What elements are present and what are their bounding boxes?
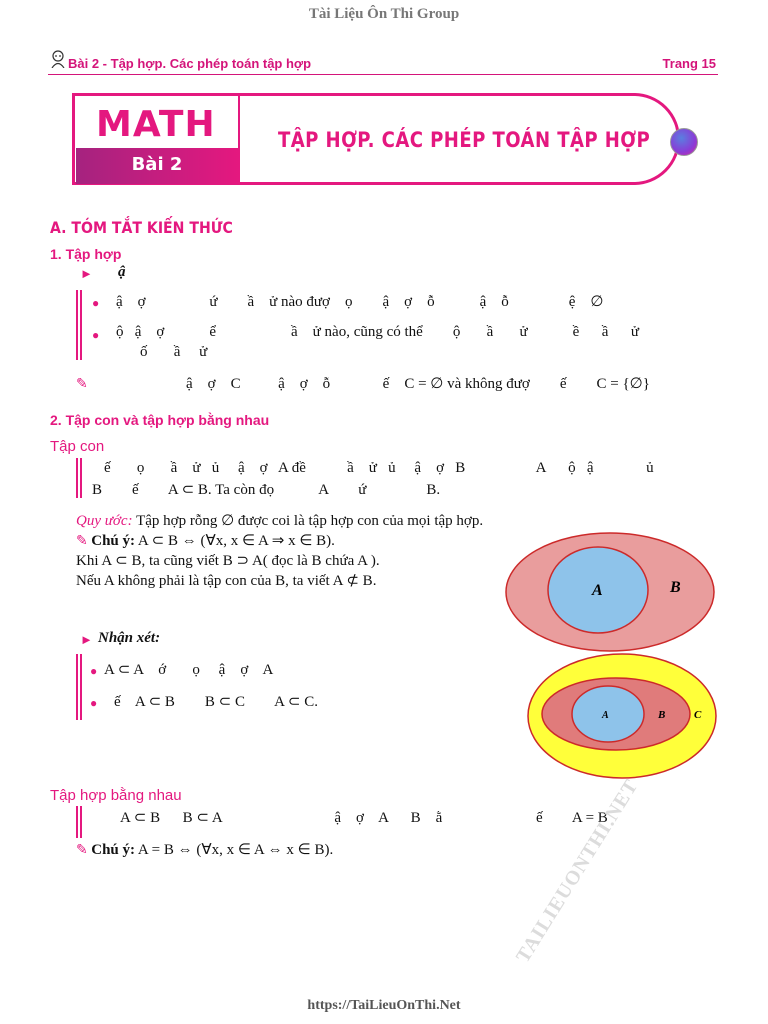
avatar-icon [50,50,66,68]
subset-definition: B ế A ⊂ B. Ta còn đọ A ứ B. [92,482,441,498]
quote-bar [80,290,82,360]
pencil-icon: ✎ [76,534,92,549]
quote-bar [76,290,78,360]
set-b-label: B [658,709,666,721]
arrow-icon: ► [80,266,93,281]
lesson-badge-label: Bài 2 [131,154,183,175]
page-number: Trang 15 [662,56,716,71]
convention-text: Tập hợp rỗng ∅ được coi là tập hợp con của mọi tập hợp. [132,513,484,529]
subsection-1-title: 1. Tập hợp [50,246,122,262]
footer-url[interactable]: https://TaiLieuOnThi.Net [307,998,461,1013]
banner-title: TẬP HỢP. CÁC PHÉP TOÁN TẬP HỢP [278,128,651,152]
equal-sets-heading: Tập hợp bằng nhau [50,787,182,804]
group-name: Tài Liệu Ôn Thi Group [308,6,460,22]
pencil-icon: ✎ [76,843,92,858]
set-b-label: B [670,579,681,596]
subset-heading: Tập con [50,438,105,455]
quote-bar [76,458,78,498]
subset-definition: ế ọ ầ ử ủ ậ ợ A đề ầ ử ủ ậ ợ B A ộ ậ ủ [104,460,654,476]
remark-1: A ⊂ A ớ ọ ậ ợ A [104,662,274,678]
bullet-icon: ● [92,296,100,310]
section-a-title: A. TÓM TẮT KIẾN THỨC [50,218,233,237]
convention-label: Quy ước: [76,513,133,529]
arrow-icon: ► [80,632,93,647]
definition-text: ộ ậ ợ ể ầ ử nào, cũng có thể ộ ầ ử ề ầ ử [116,324,640,340]
set-a-label: A [592,582,603,599]
set-a-label: A [602,710,609,721]
quote-bar [80,806,82,838]
note-label: Chú ý: [91,842,135,858]
set-c-label: C [694,709,702,721]
quote-bar [76,654,78,720]
watermark: TAILIEUONTHI.NET [512,775,643,967]
equal-sets-definition: A ⊂ B B ⊂ A ậ ợ A B ằ ế A = B [120,810,608,826]
remark-2: ế A ⊂ B B ⊂ C A ⊂ C. [114,694,318,710]
pencil-icon: ✎ [76,377,88,392]
definition-text: ậ ợ ứ ầ ử nào đượ ọ ậ ợ ỗ ậ ỗ ệ ∅ [116,294,604,310]
note-2 [76,840,333,859]
note-text: ậ ợ C ậ ợ ỗ ế C = ∅ và không đượ ế C = {∅} [186,376,650,392]
math-logo: MATH [96,104,216,145]
bullet-icon: ● [92,328,100,342]
subsection-2-title: 2. Tập con và tập hợp bằng nhau [50,412,270,428]
not-subset-text: Nếu A không phải là tập con của B, ta viết A ⊄ B. [76,573,377,589]
definition-text: ố ầ ử [140,344,208,360]
superset-text: Khi A ⊂ B, ta cũng viết B ⊃ A( đọc là B chứa A ). [76,553,380,569]
venn-diagram-subset [504,530,716,654]
remark-label: Nhận xét: [98,630,161,646]
bullet-icon: ● [90,696,98,710]
venn-diagram-transitive [526,652,718,780]
convention [76,511,483,530]
lesson-header: Bài 2 - Tập hợp. Các phép toán tập hợp [68,56,312,71]
note-text: A ⊂ B ⇔ (∀x, x ∈ A ⇒ x ∈ B). [135,533,335,549]
note-1 [76,531,335,550]
note-label: Chú ý: [91,533,135,549]
header-divider [48,74,718,75]
note-text: A = B ⇔ (∀x, x ∈ A ⇔ x ∈ B). [135,842,334,858]
quote-bar [80,458,82,498]
definition-label: ậ [118,264,126,280]
quote-bar [80,654,82,720]
quote-bar [76,806,78,838]
decorative-ball-icon [670,128,698,156]
bullet-icon: ● [90,664,98,678]
